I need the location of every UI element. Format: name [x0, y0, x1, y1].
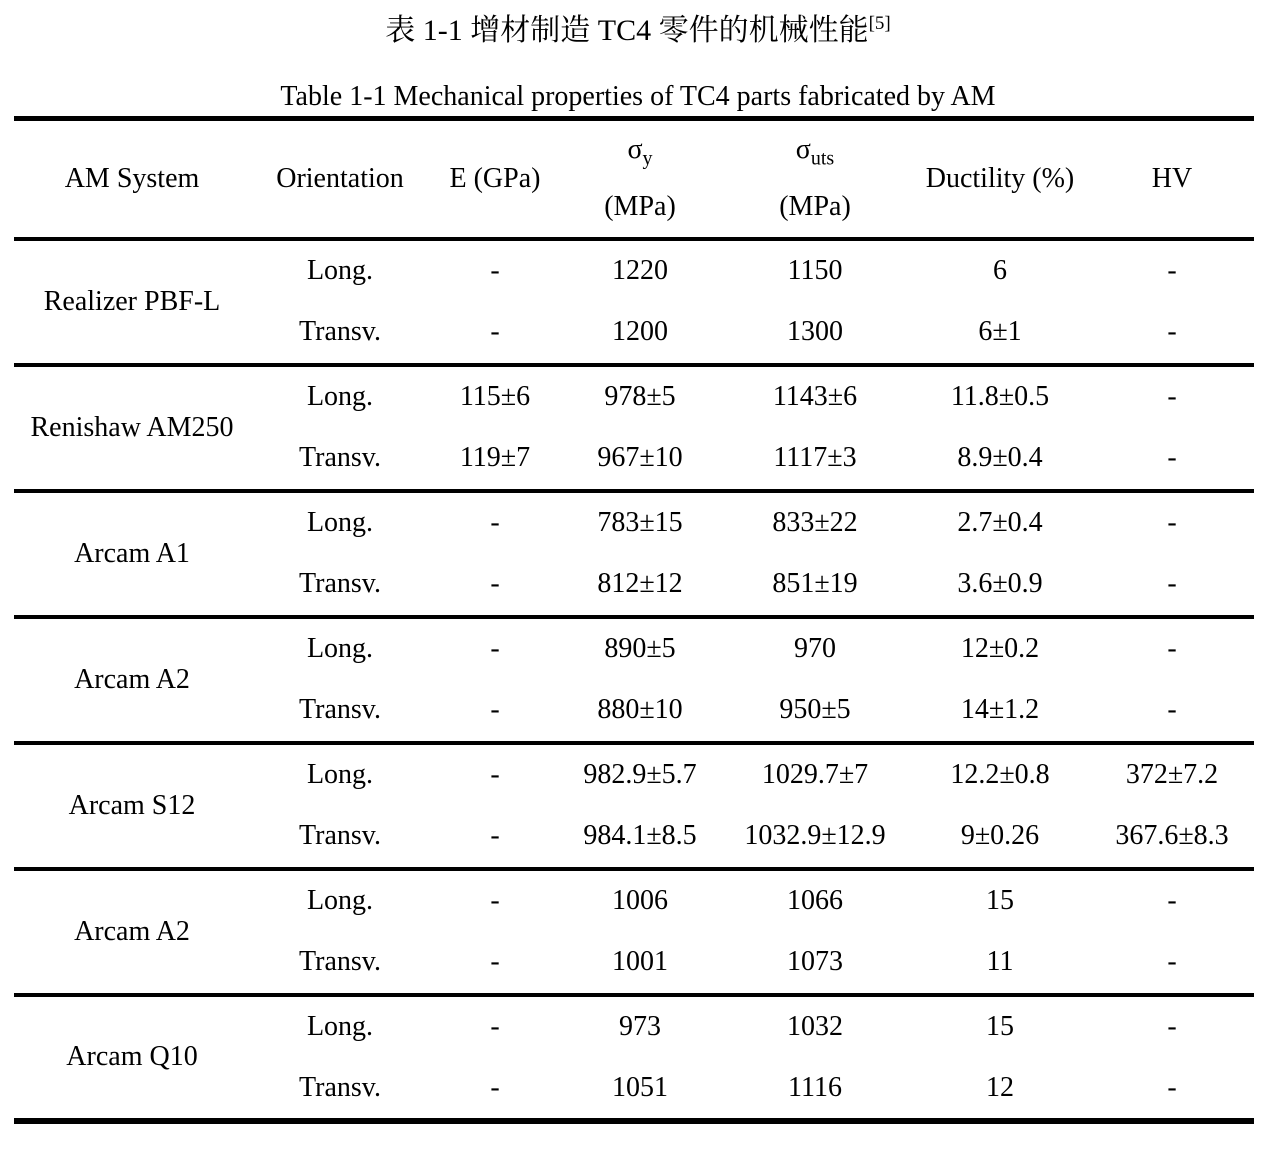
table-row: [14, 743, 1254, 806]
cell-hv: -: [1167, 1071, 1177, 1103]
cell-e-gpa: 115±6: [459, 381, 531, 412]
col-header-e-gpa: E (GPa): [430, 119, 560, 239]
cell-e-gpa: -: [490, 255, 500, 286]
cell-sigma-y: 1051: [612, 1071, 668, 1103]
table-row: [14, 617, 1254, 680]
sigma-y-unit: (MPa): [604, 190, 676, 222]
cell-e-gpa: -: [490, 885, 500, 916]
cell-am-system: Realizer PBF-L: [14, 239, 250, 365]
col-header-am-system: AM System: [14, 119, 250, 239]
cell-sigma-y: 880±10: [560, 680, 720, 743]
cell-ductility: 8.9±0.4: [910, 428, 1090, 491]
mechanical-properties-table: [14, 116, 1254, 1124]
sigma-y-symbol: $\sigma_y$: [627, 133, 653, 170]
cell-ductility: 9±0.26: [910, 806, 1090, 869]
cell-orientation: Transv.: [250, 554, 430, 617]
cell-e-gpa: -: [430, 806, 560, 869]
cell-sigma-y: 973: [619, 1011, 661, 1042]
cell-hv: -: [1090, 554, 1254, 617]
cell-ductility: 6±1: [910, 302, 1090, 365]
cell-hv: -: [1090, 680, 1254, 743]
cell-orientation: Long.: [306, 507, 374, 538]
cell-sigma-y: 967±10: [560, 428, 720, 491]
col-header-orientation: Orientation: [250, 119, 430, 239]
cell-hv: 372±7.2: [1125, 759, 1219, 790]
cell-orientation: Transv.: [299, 1071, 381, 1103]
cell-hv: -: [1167, 633, 1177, 664]
cell-am-system: Arcam A2: [14, 869, 250, 995]
cell-hv: -: [1167, 381, 1177, 412]
cell-sigma-y: 890±5: [604, 633, 676, 664]
cell-hv: -: [1167, 1011, 1177, 1042]
cell-sigma-y: 1220: [612, 255, 668, 286]
cell-sigma-uts: 1029.7±7: [761, 759, 869, 790]
table-row: [14, 365, 1254, 428]
cell-e-gpa: 119±7: [430, 428, 560, 491]
cell-orientation: Long.: [306, 255, 374, 286]
table-body: [14, 239, 1254, 1121]
cell-am-system: Arcam A1: [14, 491, 250, 617]
cell-ductility: 12: [986, 1071, 1014, 1103]
col-header-sigma-y: [560, 119, 720, 239]
cell-ductility: 11.8±0.5: [950, 381, 1050, 412]
citation-superscript: [5]: [868, 13, 891, 34]
cell-orientation: Transv.: [250, 680, 430, 743]
cell-hv: -: [1090, 428, 1254, 491]
cell-sigma-uts: 1117±3: [720, 428, 910, 491]
cell-orientation: Long.: [306, 759, 374, 790]
table-row: [14, 995, 1254, 1058]
cell-ductility: 2.7±0.4: [957, 507, 1043, 538]
cell-sigma-uts: 1066: [787, 885, 843, 916]
cell-sigma-y: 978±5: [604, 381, 676, 412]
header-row: [14, 119, 1254, 239]
cell-sigma-uts: 950±5: [720, 680, 910, 743]
cell-orientation: Long.: [306, 633, 374, 664]
cell-orientation: Transv.: [250, 932, 430, 995]
cell-orientation: Transv.: [250, 428, 430, 491]
cell-sigma-uts: 1300: [720, 302, 910, 365]
table-caption-en: Table 1-1 Mechanical properties of TC4 parts fabricated by AM: [280, 81, 996, 112]
cell-hv: -: [1167, 507, 1177, 538]
cell-sigma-uts: 1032.9±12.9: [720, 806, 910, 869]
cell-orientation: Transv.: [250, 806, 430, 869]
cell-hv: -: [1167, 885, 1177, 916]
cell-ductility: 6: [993, 255, 1007, 286]
cell-orientation: Transv.: [250, 302, 430, 365]
cell-am-system: Arcam A2: [14, 617, 250, 743]
cell-ductility: 3.6±0.9: [910, 554, 1090, 617]
cell-e-gpa: -: [490, 759, 500, 790]
cell-sigma-uts: 833±22: [772, 507, 858, 538]
col-header-hv: HV: [1090, 119, 1254, 239]
sigma-uts-symbol: $\sigma_{uts}$: [795, 133, 835, 170]
table-header: [14, 119, 1254, 239]
cell-hv: -: [1090, 302, 1254, 365]
sigma-uts-unit: (MPa): [779, 190, 851, 222]
cell-e-gpa: -: [490, 1011, 500, 1042]
cell-sigma-uts: 970: [794, 633, 836, 664]
cell-ductility: 12±0.2: [960, 633, 1040, 664]
cell-orientation: Long.: [306, 885, 374, 916]
cell-hv: -: [1090, 932, 1254, 995]
cell-sigma-y: 984.1±8.5: [560, 806, 720, 869]
cell-sigma-uts: 1143±6: [772, 381, 858, 412]
cell-am-system: Renishaw AM250: [14, 365, 250, 491]
cell-e-gpa: -: [490, 633, 500, 664]
cell-am-system: Arcam S12: [14, 743, 250, 869]
cell-sigma-y: 812±12: [560, 554, 720, 617]
cell-ductility: 15: [986, 885, 1014, 916]
cell-orientation: Long.: [306, 1011, 374, 1042]
cell-sigma-y: 1200: [560, 302, 720, 365]
cell-sigma-y: 982.9±5.7: [583, 759, 697, 790]
cell-ductility: 12.2±0.8: [950, 759, 1050, 790]
cell-hv: 367.6±8.3: [1090, 806, 1254, 869]
cell-sigma-uts: 851±19: [720, 554, 910, 617]
cell-e-gpa: -: [430, 932, 560, 995]
col-header-sigma-uts: [720, 119, 910, 239]
cell-sigma-uts: 1032: [787, 1011, 843, 1042]
cell-sigma-uts: 1116: [788, 1071, 842, 1103]
table-caption-zh-text: 表 1-1 增材制造 TC4 零件的机械性能: [385, 14, 869, 47]
cell-ductility: 11: [910, 932, 1090, 995]
col-header-ductility: Ductility (%): [910, 119, 1090, 239]
cell-ductility: 15: [986, 1011, 1014, 1042]
cell-sigma-y: 783±15: [597, 507, 683, 538]
table-row: [14, 239, 1254, 302]
cell-e-gpa: -: [430, 302, 560, 365]
cell-hv: -: [1167, 255, 1177, 286]
cell-e-gpa: -: [430, 680, 560, 743]
cell-sigma-y: 1006: [612, 885, 668, 916]
cell-e-gpa: -: [490, 507, 500, 538]
table-row: [14, 491, 1254, 554]
cell-ductility: 14±1.2: [910, 680, 1090, 743]
cell-e-gpa: -: [430, 554, 560, 617]
cell-e-gpa: -: [490, 1071, 500, 1103]
table-row: [14, 869, 1254, 932]
cell-orientation: Long.: [306, 381, 374, 412]
cell-sigma-uts: 1150: [787, 255, 843, 286]
cell-am-system: Arcam Q10: [66, 1041, 198, 1072]
cell-sigma-y: 1001: [560, 932, 720, 995]
table-caption-zh: [0, 0, 1276, 50]
cell-sigma-uts: 1073: [720, 932, 910, 995]
